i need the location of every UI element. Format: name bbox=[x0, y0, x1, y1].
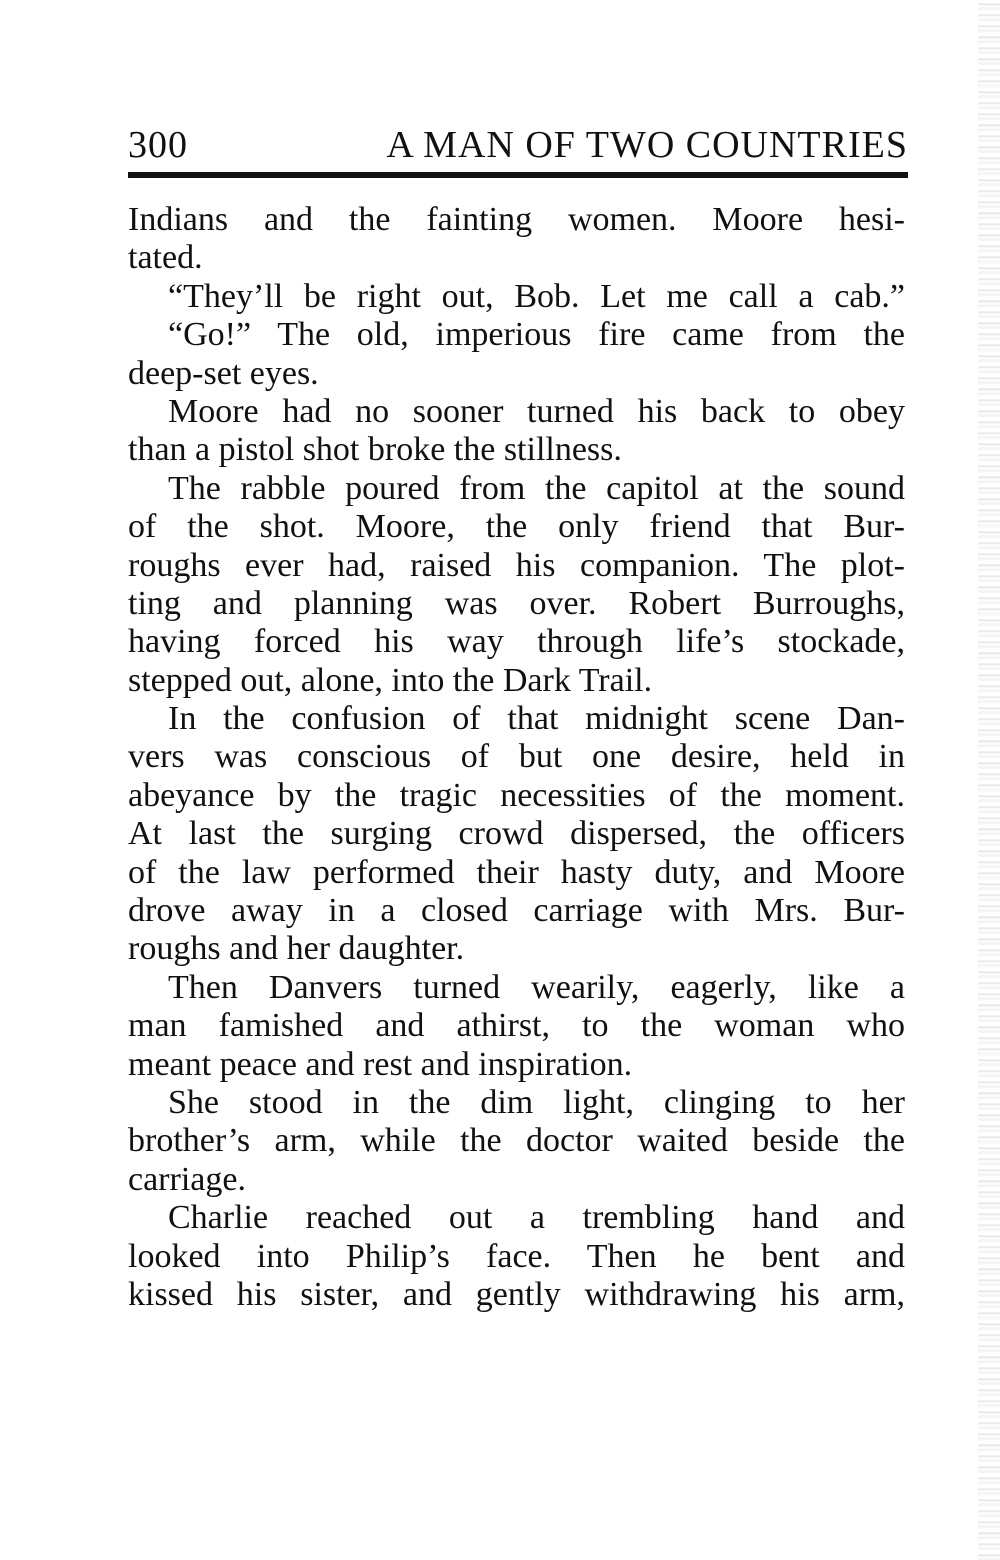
running-title: A MAN OF TWO COUNTRIES bbox=[386, 124, 908, 166]
header-rule bbox=[128, 172, 908, 178]
text-line: The rabble poured from the capitol at the sound bbox=[168, 469, 905, 507]
text-line: of the shot. Moore, the only friend that Bur- bbox=[128, 508, 905, 546]
text-line: man famished and athirst, to the woman who bbox=[128, 1007, 905, 1045]
text-line: roughs and her daughter. bbox=[128, 930, 465, 968]
running-header bbox=[128, 120, 908, 170]
text-line: Indians and the fainting women. Moore hesi- bbox=[128, 201, 905, 238]
text-line: stepped out, alone, into the Dark Trail. bbox=[128, 661, 653, 699]
text-line: ting and planning was over. Robert Burroughs, bbox=[128, 584, 905, 622]
text-line: roughs ever had, raised his companion. The plot- bbox=[128, 546, 905, 584]
text-line: In the confusion of that midnight scene Dan- bbox=[168, 700, 905, 738]
body-text bbox=[128, 201, 905, 1314]
text-line: meant peace and rest and inspiration. bbox=[128, 1045, 633, 1083]
text-line: At last the surging crowd dispersed, the officers bbox=[128, 815, 905, 853]
text-line: deep-set eyes. bbox=[128, 354, 319, 392]
page-number: 300 bbox=[128, 124, 188, 166]
text-line: tated. bbox=[128, 239, 203, 277]
text-line: of the law performed their hasty duty, and Moore bbox=[128, 853, 905, 891]
text-line: carriage. bbox=[128, 1160, 246, 1198]
text-line: vers was conscious of but one desire, held in bbox=[128, 738, 905, 776]
text-line: looked into Philip’s face. Then he bent and bbox=[128, 1237, 905, 1275]
text-line: Charlie reached out a trembling hand and bbox=[168, 1199, 905, 1237]
page-edge-shading bbox=[978, 0, 1000, 1560]
text-line: Then Danvers turned wearily, eagerly, like a bbox=[168, 968, 905, 1006]
text-line: than a pistol shot broke the stillness. bbox=[128, 431, 622, 469]
text-line: kissed his sister, and gently withdrawing his arm, bbox=[128, 1275, 905, 1313]
text-line: drove away in a closed carriage with Mrs. Bur- bbox=[128, 892, 905, 930]
text-line: Moore had no sooner turned his back to obey bbox=[168, 392, 905, 430]
text-line: abeyance by the tragic necessities of the moment. bbox=[128, 776, 905, 814]
text-line: brother’s arm, while the doctor waited beside the bbox=[128, 1122, 905, 1160]
text-line: “Go!” The old, imperious fire came from the bbox=[168, 316, 905, 354]
text-line: “They’ll be right out, Bob. Let me call a cab.” bbox=[168, 277, 905, 315]
text-line: having forced his way through life’s stockade, bbox=[128, 623, 905, 661]
text-line: She stood in the dim light, clinging to her bbox=[168, 1083, 905, 1121]
